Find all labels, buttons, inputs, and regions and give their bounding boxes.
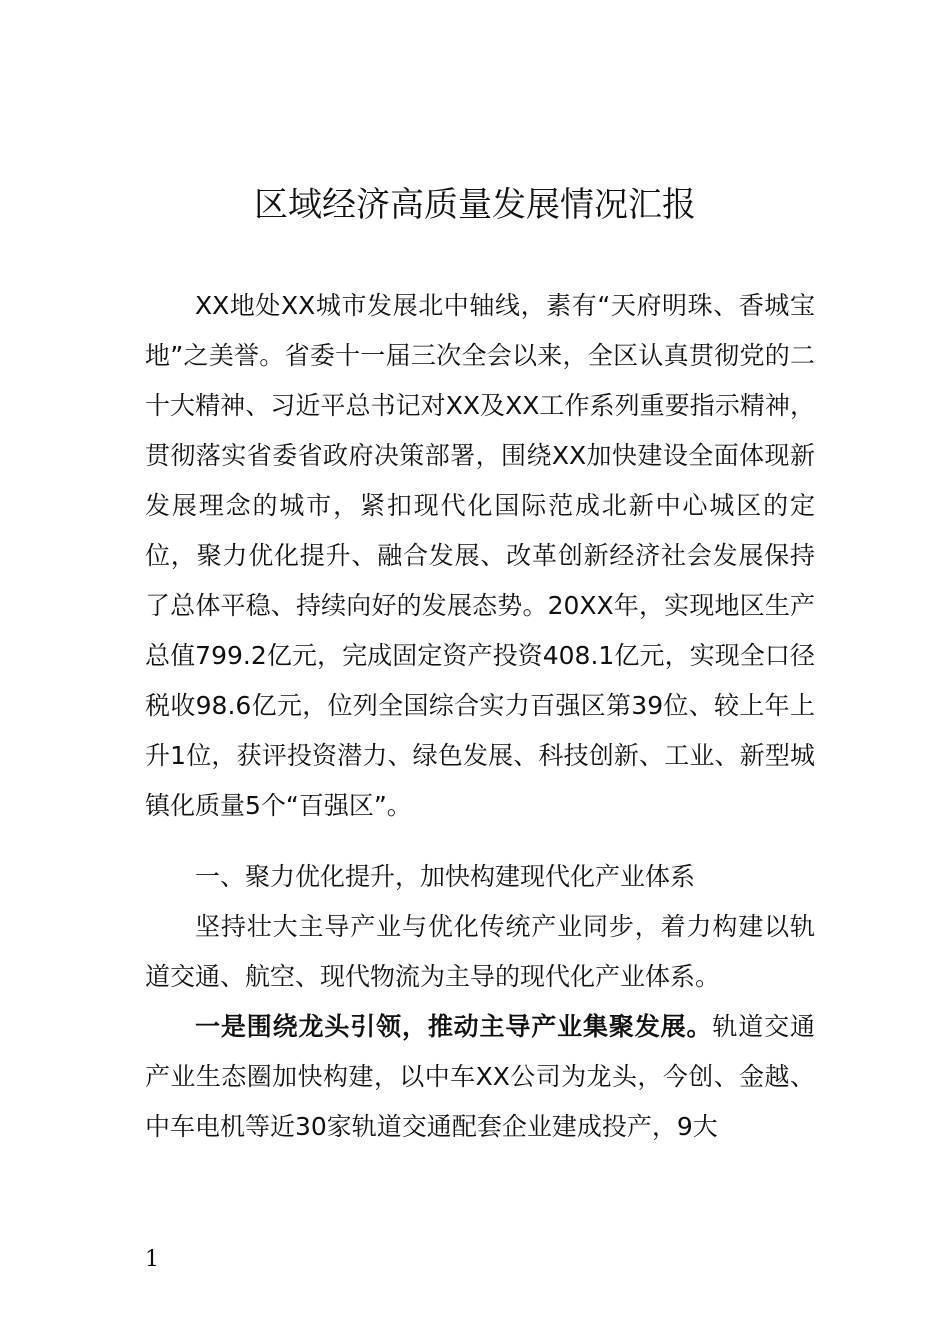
paragraph-lead-sentence: 一是围绕龙头引领，推动主导产业集聚发展。 xyxy=(195,1012,713,1041)
paragraph-body-text: 轨道交通产业生态圈加快构建，以中车XX公司为龙头，今创、金越、中车电机等近30家轨道交通配套企业建成投产，9大 xyxy=(145,1012,815,1141)
page-number: 1 xyxy=(145,1247,159,1272)
section-1-heading: 一、聚力优化提升，加快构建现代化产业体系 xyxy=(195,862,696,891)
document-title: 区域经济高质量发展情况汇报 xyxy=(254,185,696,225)
section-1-paragraph-1: 坚持壮大主导产业与优化传统产业同步，着力构建以轨道交通、航空、现代物流为主导的现代化产业体系。 xyxy=(145,912,815,991)
section-1-paragraph-2 xyxy=(145,1002,815,1152)
intro-paragraph: XX地处XX城市发展北中轴线，素有“天府明珠、香城宝地”之美誉。省委十一届三次全会以来，全区认真贯彻党的二十大精神、习近平总书记对XX及XX工作系列重要指示精神，贯彻落实省委省政府决策部署，围绕XX加快建设全面体现新发展理念的城市，紧扣现代化国际范成北新中心城区的定位，聚力优化提升、融合发展、改革创新经济社会发展保持了总体平稳、持续向好的发展态势。20XX年，实现地区生产总值799.2亿元，完成固定资产投资408.1亿元，实现全口径税收98.6亿元，位列全国综合实力百强区第39位、较上年上升1位，获评投资潜力、绿色发展、科技创新、工业、新型城镇化质量5个“百强区”。 xyxy=(145,291,815,820)
